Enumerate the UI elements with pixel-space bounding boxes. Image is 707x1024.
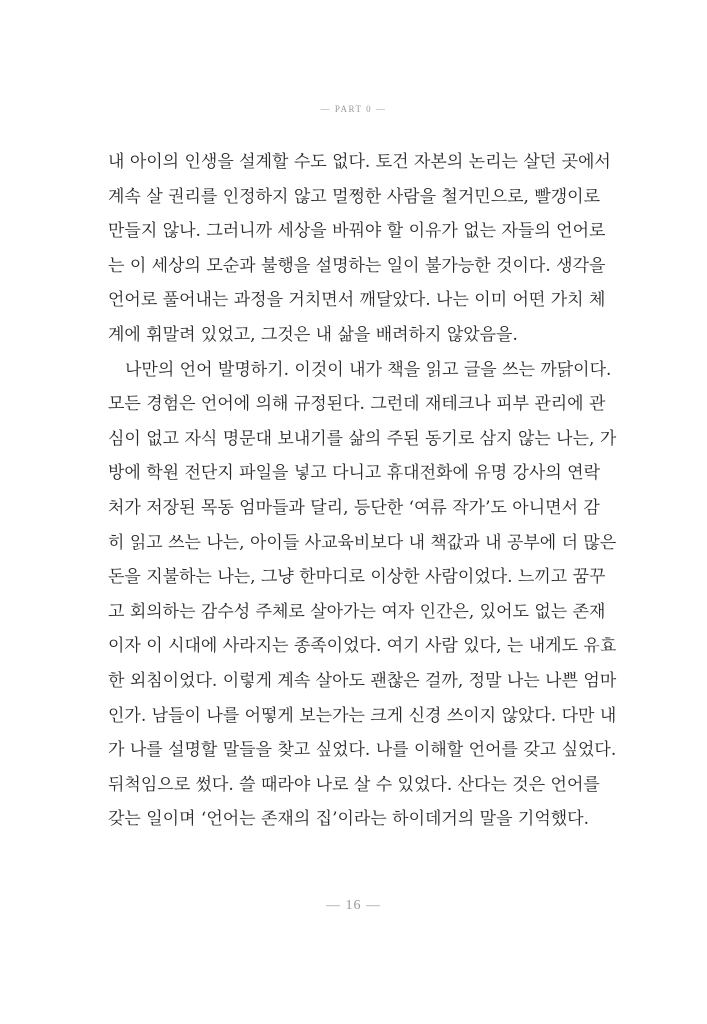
text-line: 한 외침이었다. 이렇게 계속 살아도 괜찮은 걸까, 정말 나는 나쁜 엄마	[108, 670, 617, 691]
text-line: 이자 이 시대에 사라지는 종족이었다. 여기 사람 있다, 는 내게도 유효	[108, 636, 617, 657]
page-number: — 16 —	[326, 898, 381, 913]
text-line: 처가 저장된 목동 엄마들과 달리, 등단한 ‘여류 작가’도 아니면서 감	[108, 497, 600, 518]
running-head: — PART 0 —	[320, 104, 387, 114]
text-line: 는 이 세상의 모순과 불행을 설명하는 일이 불가능한 것이다. 생각을	[108, 255, 606, 276]
text-line: 심이 없고 자식 명문대 보내기를 삶의 주된 동기로 삼지 않는 나는, 가	[108, 428, 617, 449]
text-line: 인가. 남들이 나를 어떻게 보는가는 크게 신경 쓰이지 않았다. 다만 내	[108, 705, 617, 726]
text-line: 돈을 지불하는 나는, 그냥 한마디로 이상한 사람이었다. 느끼고 꿈꾸	[108, 567, 606, 588]
text-line: 갖는 일이며 ‘언어는 존재의 집’이라는 하이데거의 말을 기억했다.	[108, 809, 590, 830]
text-line: 가 나를 설명할 말들을 찾고 싶었다. 나를 이해할 언어를 갖고 싶었다.	[108, 740, 617, 761]
text-line: 언어로 풀어내는 과정을 거치면서 깨달았다. 나는 이미 어떤 가치 체	[108, 290, 606, 311]
text-line: 만들지 않나. 그러니까 세상을 바꿔야 할 이유가 없는 자들의 언어로	[108, 221, 606, 242]
text-line: 계속 살 권리를 인정하지 않고 멀쩡한 사람을 철거민으로, 빨갱이로	[108, 186, 601, 207]
text-line: 고 회의하는 감수성 주체로 살아가는 여자 인간은, 있어도 없는 존재	[108, 601, 606, 622]
text-line: 방에 학원 전단지 파일을 넣고 다니고 휴대전화에 유명 강사의 연락	[108, 463, 601, 484]
body-text	[108, 145, 617, 837]
text-line: 뒤척임으로 썼다. 쓸 때라야 나로 살 수 있었다. 산다는 것은 언어를	[108, 774, 600, 795]
text-line: 히 읽고 쓰는 나는, 아이들 사교육비보다 내 책값과 내 공부에 더 많은	[108, 532, 617, 553]
text-line: 나만의 언어 발명하기. 이것이 내가 책을 읽고 글을 쓰는 까닭이다.	[125, 359, 612, 380]
text-line: 계에 휘말려 있었고, 그것은 내 삶을 배려하지 않았음을.	[108, 324, 518, 345]
text-line: 모든 경험은 언어에 의해 규정된다. 그런데 재테크나 피부 관리에 관	[108, 394, 606, 415]
text-line: 내 아이의 인생을 설계할 수도 없다. 토건 자본의 논리는 살던 곳에서	[108, 152, 611, 172]
